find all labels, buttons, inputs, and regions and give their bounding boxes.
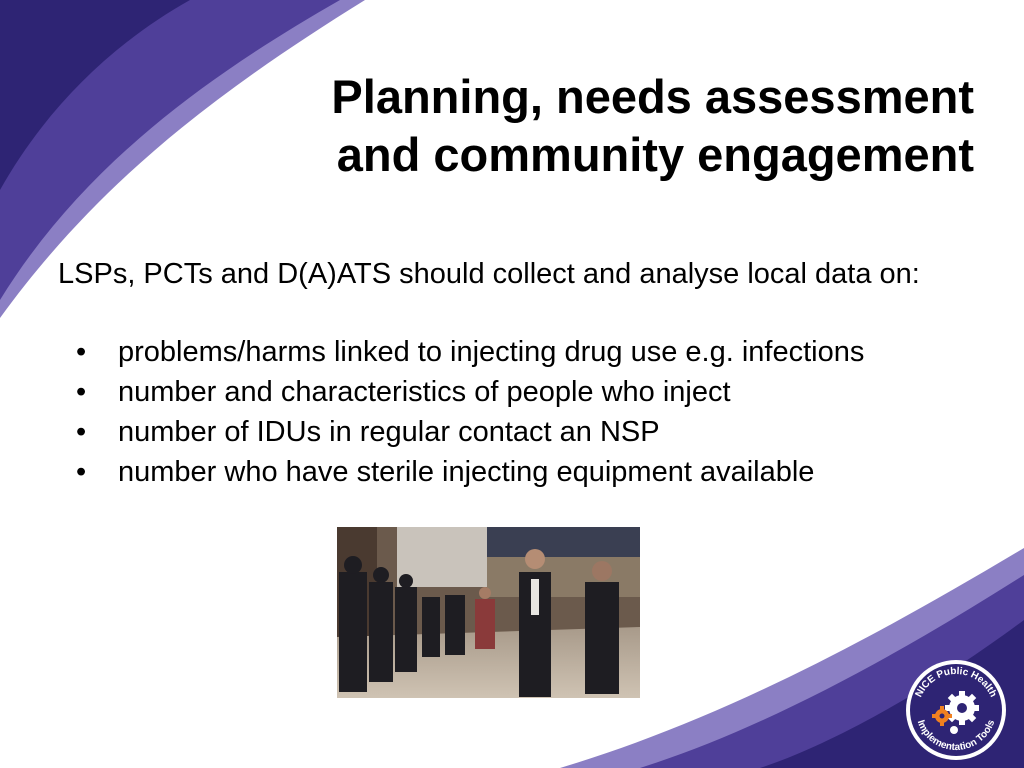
street-crowd-photo [337, 527, 640, 698]
logo-bottom-text: Implementation Tools [914, 718, 998, 754]
lead-text: LSPs, PCTs and D(A)ATS should collect and analyse local data on: [58, 258, 920, 290]
tiny-gear-icon [950, 726, 958, 734]
gear-icon [945, 691, 979, 725]
bullet-marker: • [76, 376, 87, 408]
bullet-text: number who have sterile injecting equipment available [118, 456, 815, 488]
logo-top-text: NICE Public Health [913, 665, 999, 700]
nice-logo [904, 658, 1008, 762]
list-item [76, 452, 864, 492]
bullet-text: number and characteristics of people who inject [118, 376, 731, 408]
bullet-text: problems/harms linked to injecting drug use e.g. infections [118, 336, 865, 368]
title-line-1: Planning, needs assessment [331, 70, 974, 123]
list-item [76, 372, 864, 412]
bullet-marker: • [76, 336, 87, 368]
list-item [76, 332, 864, 372]
bullet-text: number of IDUs in regular contact an NSP [118, 416, 660, 448]
bullet-marker: • [76, 416, 87, 448]
bullet-list [76, 332, 864, 492]
bullet-marker: • [76, 456, 87, 488]
title-line-2: and community engagement [336, 128, 974, 181]
slide-title [254, 68, 974, 184]
list-item [76, 412, 864, 452]
